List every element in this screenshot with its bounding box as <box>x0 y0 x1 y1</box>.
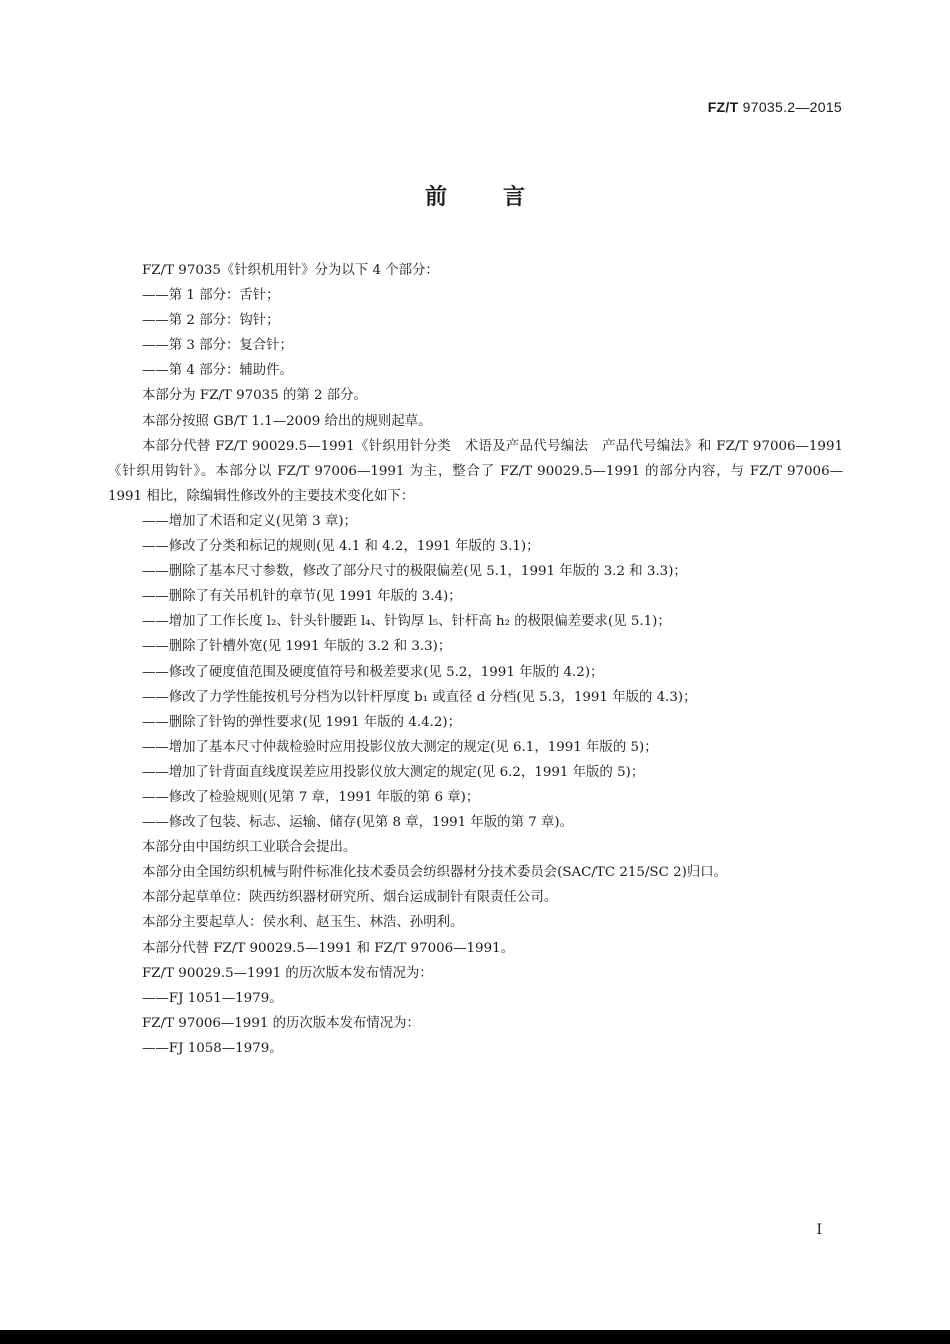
paragraph: FZ/T 97006—1991 的历次版本发布情况为： <box>142 1015 420 1031</box>
list-item: ——删除了有关吊机针的章节(见 1991 年版的 3.4)； <box>142 589 462 605</box>
list-item: ——删除了针钩的弹性要求(见 1991 年版的 4.4.2)； <box>142 714 462 730</box>
bottom-border <box>0 1330 950 1344</box>
paragraph: 本部分起草单位：陕西纺织器材研究所、烟台运成制针有限责任公司。 <box>142 890 558 906</box>
standard-code <box>708 99 842 115</box>
list-item: ——增加了基本尺寸仲裁检验时应用投影仪放大测定的规定(见 6.1，1991 年版的 5)； <box>142 739 658 755</box>
list-item: ——第 2 部分：钩针； <box>142 313 280 329</box>
list-item: ——删除了基本尺寸参数，修改了部分尺寸的极限偏差(见 5.1，1991 年版的 3.2 和 3.3)； <box>142 564 687 580</box>
foreword-body <box>108 258 843 1061</box>
list-item: ——增加了工作长度 l₂、针头针腰距 l₄、针钩厚 l₅、针杆高 h₂ 的极限偏差要求(见 5.1)； <box>142 614 671 630</box>
standard-number: 97035.2—2015 <box>742 99 842 115</box>
list-item: ——修改了包装、标志、运输、储存(见第 8 章，1991 年版的第 7 章)。 <box>142 815 574 831</box>
paragraph: 本部分由全国纺织机械与附件标准化技术委员会纺织器材分技术委员会(SAC/TC 215/SC 2)归口。 <box>142 865 728 881</box>
list-item: ——第 4 部分：辅助件。 <box>142 363 293 379</box>
list-item: ——FJ 1051—1979。 <box>142 990 283 1006</box>
standard-prefix: FZ/T <box>707 99 739 115</box>
list-item: ——增加了术语和定义(见第 3 章)； <box>142 513 357 529</box>
paragraph: 本部分由中国纺织工业联合会提出。 <box>142 840 357 856</box>
paragraph: FZ/T 97035《针织机用针》分为以下 4 个部分： <box>142 263 439 278</box>
list-item: ——增加了针背面直线度误差应用投影仪放大测定的规定(见 6.2，1991 年版的 5)； <box>142 764 645 780</box>
paragraph: 本部分按照 GB/T 1.1—2009 给出的规则起草。 <box>142 413 432 429</box>
list-item: ——修改了检验规则(见第 7 章，1991 年版的第 6 章)； <box>142 789 480 805</box>
paragraph: 本部分代替 FZ/T 90029.5—1991 和 FZ/T 97006—1991。 <box>142 940 515 956</box>
list-item: ——第 3 部分：复合针； <box>142 338 293 354</box>
paragraph: 本部分主要起草人：侯水利、赵玉生、林浩、孙明利。 <box>142 915 464 931</box>
paragraph: FZ/T 90029.5—1991 的历次版本发布情况为： <box>142 965 433 981</box>
list-item: ——修改了分类和标记的规则(见 4.1 和 4.2，1991 年版的 3.1)； <box>142 539 540 555</box>
page-title: 前言 <box>424 185 581 210</box>
list-item: ——修改了硬度值范围及硬度值符号和极差要求(见 5.2，1991 年版的 4.2)； <box>142 664 604 680</box>
paragraph: 本部分代替 FZ/T 90029.5—1991《针织用针分类 术语及产品代号编法 产品代号编法》和 FZ/T 97006—1991《针织用钩针》。本部分以 FZ/T 97006—1991 为主，整合了 FZ/T 90029.5—1991 的部分内容，与 FZ/T 97006—1991 相比，除编辑性修改外的主要技术变化如下： <box>108 438 843 504</box>
list-item: ——删除了针槽外宽(见 1991 年版的 3.2 和 3.3)； <box>142 639 452 655</box>
list-item: ——修改了力学性能按机号分档为以针杆厚度 b₁ 或直径 d 分档(见 5.3，1991 年版的 4.3)； <box>142 689 697 705</box>
page-number: I <box>816 1222 822 1238</box>
list-item: ——第 1 部分：舌针； <box>142 288 280 304</box>
paragraph: 本部分为 FZ/T 97035 的第 2 部分。 <box>142 388 367 404</box>
list-item: ——FJ 1058—1979。 <box>142 1040 283 1056</box>
